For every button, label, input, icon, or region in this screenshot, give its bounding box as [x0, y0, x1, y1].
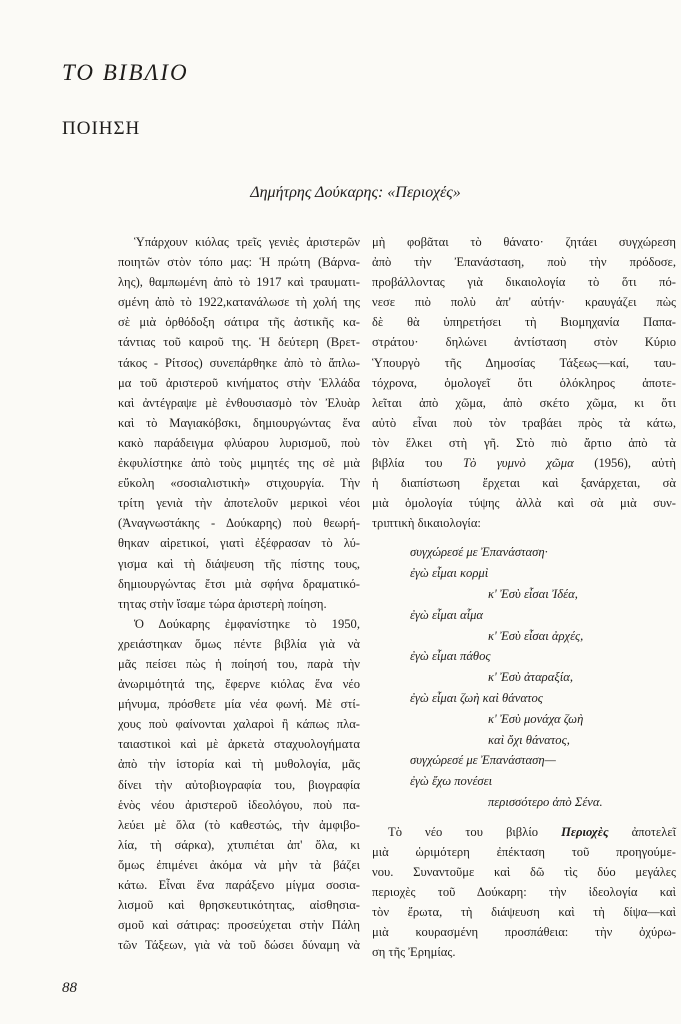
poem-line: ἐγὼ εἶμαι πάθος	[410, 649, 491, 664]
right-column-top-text	[372, 232, 676, 533]
text-line	[118, 554, 360, 574]
right-column-bottom-text	[372, 822, 676, 963]
text-line	[372, 922, 676, 942]
text-segment: ὅμως ἐπιμένει ἀκόμα νὰ μὴν τὰ βάζει	[118, 857, 360, 872]
text-line	[118, 433, 360, 453]
text-segment: ἀποτελεῖ	[608, 824, 676, 839]
right-column	[372, 232, 676, 962]
text-segment: θηκαν αἱρετικοί, γιατὶ ἐξέφρασαν τὸ λύ-	[118, 536, 360, 551]
text-segment: κάτω. Εἶναι ἕνα παράξενο μίγμα σοσια-	[118, 878, 360, 892]
text-line	[118, 714, 360, 734]
poem-line: καὶ ὄχι θάνατος,	[488, 732, 570, 747]
text-line	[118, 795, 360, 815]
text-segment: μὴ φοβᾶται τὸ θάνατο· ζητάει συγχώρεση	[372, 235, 676, 249]
text-segment: τὸν ἔρωτα, τὴ διάψευση καὶ τὴ δίψα—καὶ	[372, 905, 676, 920]
text-line	[118, 734, 360, 754]
text-segment: σμοῦ καὶ σάτιρας: προσεύχεται στὴν Πάλη	[118, 918, 360, 933]
text-segment: νεσε πιὸ πολὺ ἀπ' αὐτήν· κραυγάζει πὼς	[372, 295, 676, 310]
text-segment: τάκος - Ρίτσος) συνεπάρθηκε ἀπὸ τὸ ἄπλω-	[118, 355, 360, 370]
text-line	[118, 252, 360, 272]
text-line	[372, 473, 676, 493]
text-line	[118, 533, 360, 553]
text-line	[118, 614, 360, 634]
text-segment: λισμοῦ καὶ θρησκευτικότητας, αἰσθησια-	[118, 898, 360, 913]
text-line	[372, 413, 676, 433]
text-segment: λης), θαμπωμένη ἀπὸ τὸ 1917 καὶ τραυματι-	[118, 275, 360, 290]
text-segment: νου. Συναντοῦμε καὶ δῶ τὶς δύο μεγάλες	[372, 864, 676, 879]
text-line	[118, 674, 360, 694]
text-segment: δὲ θὰ ὑπηρετήσει τὴ Βιομηχανία Παπα-	[372, 315, 676, 330]
text-segment: χρειάστηκαν ὅμως πέντε βιβλία γιὰ νὰ	[118, 636, 360, 651]
text-line	[118, 373, 360, 393]
text-segment: σμένη ἀπὸ τὸ 1922,κατανάλωσε τὴ χολή της	[118, 295, 360, 310]
text-line	[118, 513, 360, 533]
text-segment: λεύει μὲ ὅλα (τὸ καθεστώς, τὴν ἀμφιβο-	[118, 817, 360, 832]
text-segment: ἀπὸ τὴν ἱστορία καὶ τὴ μυθολογία, μᾶς	[118, 757, 360, 772]
poem-line: κ' Ἐσὺ εἶσαι Ἰδέα,	[488, 587, 578, 601]
poem-quote	[372, 542, 676, 812]
text-line	[372, 292, 676, 312]
text-line	[118, 292, 360, 312]
text-line	[118, 815, 360, 835]
text-segment: τητας στὴν ἴσαμε τώρα ἀριστερὴ ποίηση.	[118, 596, 327, 611]
text-line	[118, 493, 360, 513]
text-segment: βιβλία του	[372, 456, 463, 471]
text-segment: κακὸ παράδειγμα φλύαρου λυρισμοῦ, ποὺ	[118, 435, 360, 450]
text-line	[118, 312, 360, 332]
text-line	[372, 393, 676, 413]
text-segment: μήνυμα, πρόσθετε μία νέα φωνή. Μὲ στί-	[118, 697, 360, 712]
text-line	[372, 232, 676, 252]
text-segment: τρίτη γενιὰ τὴν ἀποτελοῦν μερικοὶ νέοι	[118, 496, 360, 511]
text-segment: περιοχὲς τοῦ Δούκαρη: τὴν ἰδεολογία καὶ	[372, 885, 676, 900]
text-line	[118, 835, 360, 855]
text-line	[372, 252, 676, 272]
text-segment: τόχρονα, ὁμολογεῖ ὅτι ὁλόκληρος ἀποτε-	[372, 375, 676, 390]
text-line	[372, 453, 676, 473]
text-line	[372, 842, 676, 862]
text-segment: λία, τὴ σάρκα), χτυπιέται ἀπ' ὅλα, κι	[118, 837, 360, 852]
text-segment: Ὁ Δούκαρης ἐμφανίστηκε τὸ 1950,	[134, 616, 360, 631]
text-segment: καὶ ἀντέγραψε μὲ ἐνθουσιασμὸ τὸν Ἐλυὰρ	[118, 395, 360, 410]
text-line	[118, 353, 360, 373]
text-segment: τάντιας τοῦ καιροῦ της. Ἡ δεύτερη (Βρετ-	[118, 335, 360, 350]
text-segment: ἑνὸς νέου ἀριστεροῦ ἰδεολόγου, ποὺ πα-	[118, 797, 360, 812]
poem-line: συγχώρεσέ με Ἐπανάσταση·	[410, 545, 548, 560]
subsection-title: ΠΟΙΗΣΗ	[62, 118, 141, 139]
text-line	[118, 413, 360, 433]
text-segment: ση τῆς Ἐρημίας.	[372, 945, 456, 960]
text-line	[372, 822, 676, 842]
text-segment: ταιαστικοὶ καὶ μὲ ἀρκετὰ σταχυολογήματα	[118, 737, 360, 752]
text-segment: ἡ διαπίστωση ἔρχεται καὶ ξανάρχεται, σὰ	[372, 476, 676, 491]
text-line	[118, 634, 360, 654]
text-segment: καὶ τὸ Μαγιακόβσκι, δημιουργώντας ἕνα	[118, 415, 360, 430]
text-segment: μα τοῦ ἀριστεροῦ κινήματος στὴν Ἑλλάδα	[118, 375, 360, 390]
text-line	[118, 393, 360, 413]
text-line	[118, 895, 360, 915]
poem-line: κ' Ἐσὺ εἶσαι ἀρχές,	[488, 628, 584, 643]
text-line	[118, 935, 360, 955]
text-segment: ἀνωριμότητά της, ἔφερνε κιόλας ἕνα νέο	[118, 677, 360, 692]
emphasized-title: Τὸ γυμνὸ χῶμα	[462, 456, 574, 471]
text-segment: τριπτικὴ δικαιολογία:	[372, 516, 481, 531]
text-line	[372, 373, 676, 393]
text-line	[118, 915, 360, 935]
text-segment: δημιουργώντας ἔτσι μιὰ σφήνα δραματικό-	[118, 576, 360, 591]
text-segment: ποιητῶν στὸν τόπο μας: Ἡ πρώτη (Βάρνα-	[118, 255, 360, 270]
text-line	[118, 232, 360, 252]
text-line	[118, 654, 360, 674]
poem-line: περισσότερο ἀπὸ Σένα.	[488, 794, 603, 809]
text-segment: Ὑπουργὸ τῆς Δημοσίας Τάξεως—καί, ταυ-	[372, 355, 676, 370]
text-segment: μιὰ κουρασμένη προσπάθεια: τὴν ὀχύρω-	[372, 925, 676, 940]
section-title: ΤΟ ΒΙΒΛΙΟ	[62, 60, 189, 85]
text-line	[372, 942, 676, 962]
text-segment: τῶν Τάξεων, γιὰ νὰ τοῦ δώσει δύναμη νὰ	[118, 938, 360, 953]
text-line	[118, 332, 360, 352]
text-line	[118, 594, 360, 614]
text-line	[118, 694, 360, 714]
text-segment: Ὑπάρχουν κιόλας τρεῖς γενιὲς ἀριστερῶν	[134, 235, 360, 249]
article-heading: Δημήτρης Δούκαρης: «Περιοχές»	[250, 184, 461, 201]
text-line	[372, 902, 676, 922]
text-segment: χους ποὺ φαίνονται χαλαροὶ ἢ κάπως πλα-	[118, 717, 360, 732]
poem-line: κ' Ἐσὺ μονάχα ζωὴ	[488, 711, 584, 726]
text-line	[118, 754, 360, 774]
text-line	[118, 473, 360, 493]
text-line	[118, 453, 360, 473]
text-segment: μιὰ ὡριμότερη ἐπέκταση τοῦ προηγούμε-	[372, 844, 676, 859]
text-line	[118, 272, 360, 292]
left-column	[118, 232, 360, 955]
emphasized-title: Περιοχὲς	[561, 824, 609, 839]
page-number: 88	[62, 980, 77, 996]
text-line	[372, 493, 676, 513]
text-segment: Τὸ νέο του βιβλίο	[388, 824, 562, 839]
text-segment: μᾶς πείσει πὼς ἡ ποίησή του, παρὰ τὴν	[118, 656, 360, 671]
text-segment: μιὰ ὁμολογία τύψης ἀλλὰ καὶ σὰ μιὰ συν-	[372, 496, 676, 511]
text-segment: (1956), αὐτὴ	[573, 456, 676, 471]
text-line	[372, 862, 676, 882]
text-line	[118, 775, 360, 795]
text-line	[118, 574, 360, 594]
text-line	[372, 353, 676, 373]
text-segment: στράτου· δηλώνει ἀντίσταση στὸν Κύριο	[372, 335, 676, 350]
text-segment: λεῖται ἀπὸ χῶμα, ἀπὸ σκέτο χῶμα, κι ὅτι	[372, 395, 676, 410]
text-segment: (Ἀναγνωστάκης - Δούκαρης) ποὺ θεωρή-	[118, 516, 360, 531]
text-segment: ἐκφυλίστηκε ἀπὸ τοὺς μιμητές της σὲ μιὰ	[118, 456, 360, 471]
text-line	[372, 312, 676, 332]
text-line	[372, 433, 676, 453]
poem-line: συγχώρεσέ με Ἐπανάσταση—	[410, 753, 556, 768]
text-line	[372, 513, 676, 533]
text-line	[372, 332, 676, 352]
text-segment: ἀπὸ τὴν Ἐπανάσταση, ποὺ τὴν πρόδοσε,	[372, 255, 676, 270]
poem-line: ἐγὼ εἶμαι κορμὶ	[410, 566, 489, 581]
text-line	[118, 875, 360, 895]
poem-line: κ' Ἐσὺ ἀταραξία,	[488, 670, 573, 685]
text-line	[372, 882, 676, 902]
poem-line: ἐγὼ εἶμαι αἷμα	[410, 607, 484, 622]
poem-line: ἐγὼ εἶμαι ζωὴ καὶ θάνατος	[410, 690, 543, 705]
poem-line: ἐγὼ ἔχω πονέσει	[410, 774, 493, 789]
text-segment: εὔκολη «σοσιαλιστικὴ» στιχουργία. Τὴν	[118, 476, 360, 491]
text-line	[372, 272, 676, 292]
text-segment: προβάλλοντας γιὰ δικαιολογία τὸ ὅτι πό-	[372, 275, 676, 290]
text-segment: αὐτὸ εἶναι ποὺ τὸν τραβάει πρὸς τὰ κάτω,	[372, 415, 676, 430]
text-segment: δίνει τὴν αὐτοβιογραφία του, βιογραφία	[118, 777, 360, 792]
text-line	[118, 855, 360, 875]
text-segment: σὲ μιὰ ὀρθόδοξη σάτιρα τῆς ἀστικῆς κα-	[118, 315, 360, 330]
text-segment: γισμα καὶ τὴ διάψευση τῆς πίστης τους,	[118, 556, 360, 571]
text-segment: τὸν ἕλκει στὴ γῆ. Στὸ πιὸ ἄρτιο ἀπὸ τὰ	[372, 435, 676, 450]
